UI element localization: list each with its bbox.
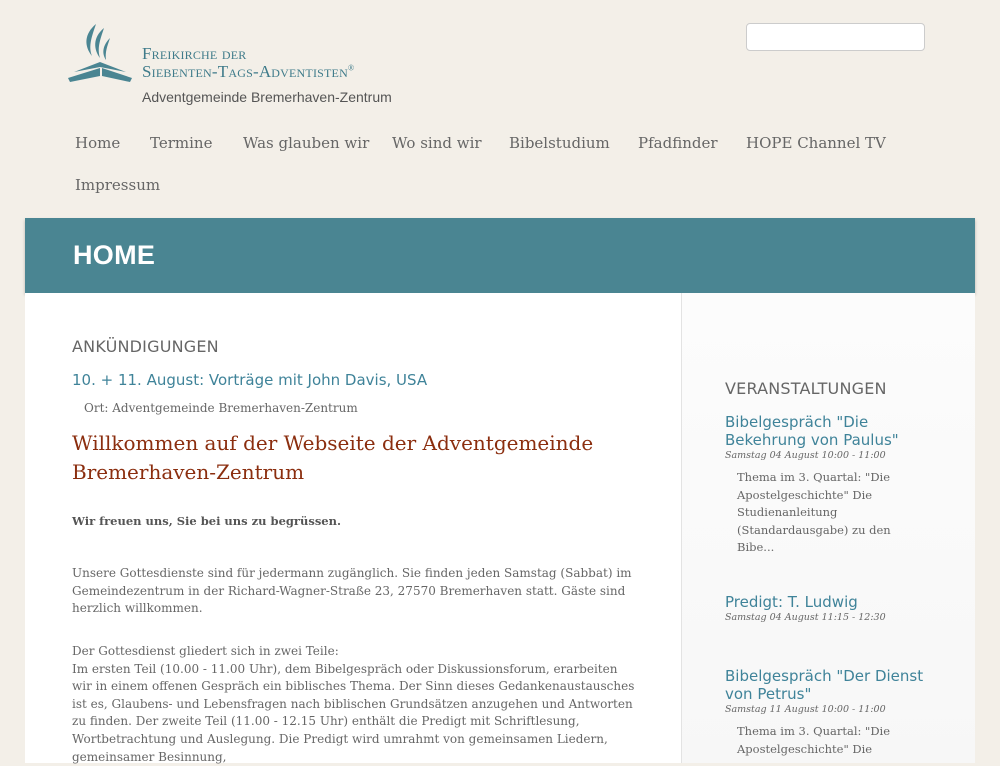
paragraph-service-structure: Der Gottesdienst gliedert sich in zwei Teile: Im ersten Teil (10.00 - 11.00 Uhr), dem Bibelgespräch oder Diskussionsforum, erarbeiten wir in einem offenen Gespräch ein biblisches Thema. Der Sinn dieses Gedankenaustausches ist es, Glaubens- und Lebensfragen nach biblischen Grundsätzen anzugehen und Antworten zu finden. Der zweite Teil (11.00 - 12.15 Uhr) enthält die Predigt mit Schriftlesung, Wortbetrachtung und Auslegung. Die Predigt wird umrahmt von gemeinsamen Liedern, gemeinsamer Besinnung, [72,644,635,764]
event-item [725,413,940,557]
content-area [25,293,975,763]
event-date: Samstag 04 August 10:00 - 11:00 [725,450,886,461]
event-title-link[interactable]: Bibelgespräch "Der Dienst von Petrus" [725,667,924,703]
announcements-heading: ANKÜNDIGUNGEN [72,337,219,356]
logo-subtitle: Adventgemeinde Bremerhaven-Zentrum [142,89,392,105]
search-input[interactable] [746,23,925,51]
nav-impressum[interactable]: Impressum [75,176,161,194]
event-description: Thema im 3. Quartal: "Die Apostelgeschichte" Die Studienanleitung (Standardausgabe) zu den Bibe... [737,470,891,554]
event-item [725,593,940,623]
nav-pfadfinder[interactable]: Pfadfinder [638,134,718,152]
registered-mark: ® [347,63,355,73]
nav-hope-channel-tv[interactable]: HOPE Channel TV [746,134,886,152]
nav-wo-sind-wir[interactable]: Wo sind wir [392,134,482,152]
event-description: Thema im 3. Quartal: "Die Apostelgeschichte" Die [737,724,891,756]
page-title-banner [25,218,975,293]
paragraph-services: Unsere Gottesdienste sind für jedermann zugänglich. Sie finden jeden Samstag (Sabbat) im Gemeindezentrum in der Richard-Wagner-Straße 23, 27570 Bremerhaven statt. Gäste sind herzlich willkommen. [72,566,632,616]
event-date: Samstag 11 August 10:00 - 11:00 [725,704,886,715]
site-logo[interactable] [66,20,406,110]
welcome-line: Wir freuen uns, Sie bei uns zu begrüssen. [72,514,341,528]
logo-text-line1: Freikirche der [142,44,247,63]
event-title-link[interactable]: Bibelgespräch "Die Bekehrung von Paulus" [725,413,899,449]
event-title-link[interactable]: Predigt: T. Ludwig [725,593,858,611]
announcement-location: Ort: Adventgemeinde Bremerhaven-Zentrum [84,401,358,415]
logo-text-line2-main: Siebenten-Tags-Adventisten [142,62,348,81]
nav-bibelstudium[interactable]: Bibelstudium [509,134,610,152]
event-date: Samstag 04 August 11:15 - 12:30 [725,612,886,623]
adventist-logo-icon [66,20,136,82]
page-title: HOME [73,240,156,270]
event-item [725,667,940,758]
welcome-title: Willkommen auf der Webseite der Adventgemeinde Bremerhaven-Zentrum [72,431,594,484]
nav-home[interactable]: Home [75,134,121,152]
nav-termine[interactable]: Termine [150,134,213,152]
events-heading: VERANSTALTUNGEN [725,379,887,398]
announcement-link[interactable]: 10. + 11. August: Vorträge mit John Davis, USA [72,371,428,389]
events-sidebar [682,293,975,763]
logo-text-line2 [142,62,354,82]
nav-was-glauben-wir[interactable]: Was glauben wir [243,134,370,152]
